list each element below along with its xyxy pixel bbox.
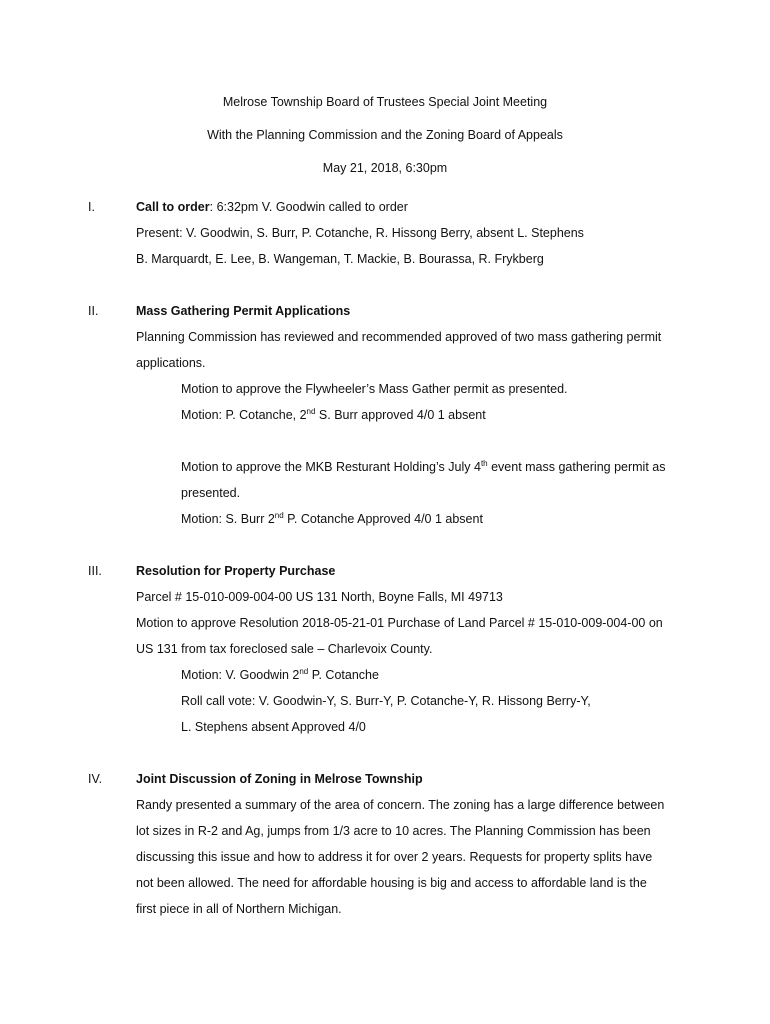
section-heading: Mass Gathering Permit Applications bbox=[136, 304, 351, 318]
meeting-date: May 21, 2018, 6:30pm bbox=[322, 161, 448, 175]
motion-line: Motion: P. Cotanche, 2nd S. Burr approved 4/0 1 absent bbox=[181, 407, 486, 422]
document-subtitle: With the Planning Commission and the Zoning Board of Appeals bbox=[207, 128, 563, 142]
paragraph-line: first piece in all of Northern Michigan. bbox=[136, 902, 342, 916]
motion-line: Motion to approve the MKB Resturant Holding’s July 4th event mass gathering permit as bbox=[181, 459, 666, 474]
paragraph-line: not been allowed. The need for affordable housing is big and access to affordable land is the bbox=[136, 876, 647, 890]
paragraph-line: discussing this issue and how to address it for over 2 years. Requests for property splits have bbox=[136, 850, 653, 864]
section-heading: Joint Discussion of Zoning in Melrose Township bbox=[136, 772, 423, 786]
paragraph-line: Parcel # 15-010-009-004-00 US 131 North, Boyne Falls, MI 49713 bbox=[136, 590, 503, 604]
section-numeral: II. bbox=[88, 304, 99, 318]
paragraph-line: Planning Commission has reviewed and recommended approved of two mass gathering permit bbox=[136, 330, 662, 344]
section-numeral: III. bbox=[88, 564, 102, 578]
paragraph-line: lot sizes in R-2 and Ag, jumps from 1/3 acre to 10 acres. The Planning Commission has been bbox=[136, 824, 651, 838]
paragraph-line: Randy presented a summary of the area of concern. The zoning has a large difference between bbox=[136, 798, 665, 812]
motion-line: presented. bbox=[181, 486, 241, 500]
paragraph-line: US 131 from tax foreclosed sale – Charlevoix County. bbox=[136, 642, 433, 656]
motion-line: Motion: S. Burr 2nd P. Cotanche Approved 4/0 1 absent bbox=[181, 511, 483, 526]
attendance-line: B. Marquardt, E. Lee, B. Wangeman, T. Mackie, B. Bourassa, R. Frykberg bbox=[136, 252, 544, 266]
section-numeral: I. bbox=[88, 200, 95, 214]
motion-line: L. Stephens absent Approved 4/0 bbox=[181, 720, 366, 734]
motion-line: Motion: V. Goodwin 2nd P. Cotanche bbox=[181, 667, 379, 682]
section-heading-line bbox=[136, 200, 408, 215]
paragraph-line: Motion to approve Resolution 2018-05-21-01 Purchase of Land Parcel # 15-010-009-004-00 on bbox=[136, 616, 663, 630]
section-heading: Resolution for Property Purchase bbox=[136, 564, 336, 578]
paragraph-line: applications. bbox=[136, 356, 206, 370]
motion-line: Motion to approve the Flywheeler’s Mass Gather permit as presented. bbox=[181, 382, 568, 396]
motion-line: Roll call vote: V. Goodwin-Y, S. Burr-Y, P. Cotanche-Y, R. Hissong Berry-Y, bbox=[181, 694, 591, 708]
section-numeral: IV. bbox=[88, 772, 103, 786]
call-to-order-detail: : 6:32pm V. Goodwin called to order bbox=[209, 200, 408, 214]
section-heading: Call to order bbox=[136, 200, 210, 214]
document-title: Melrose Township Board of Trustees Special Joint Meeting bbox=[222, 95, 548, 109]
attendance-line: Present: V. Goodwin, S. Burr, P. Cotanche, R. Hissong Berry, absent L. Stephens bbox=[136, 226, 584, 240]
